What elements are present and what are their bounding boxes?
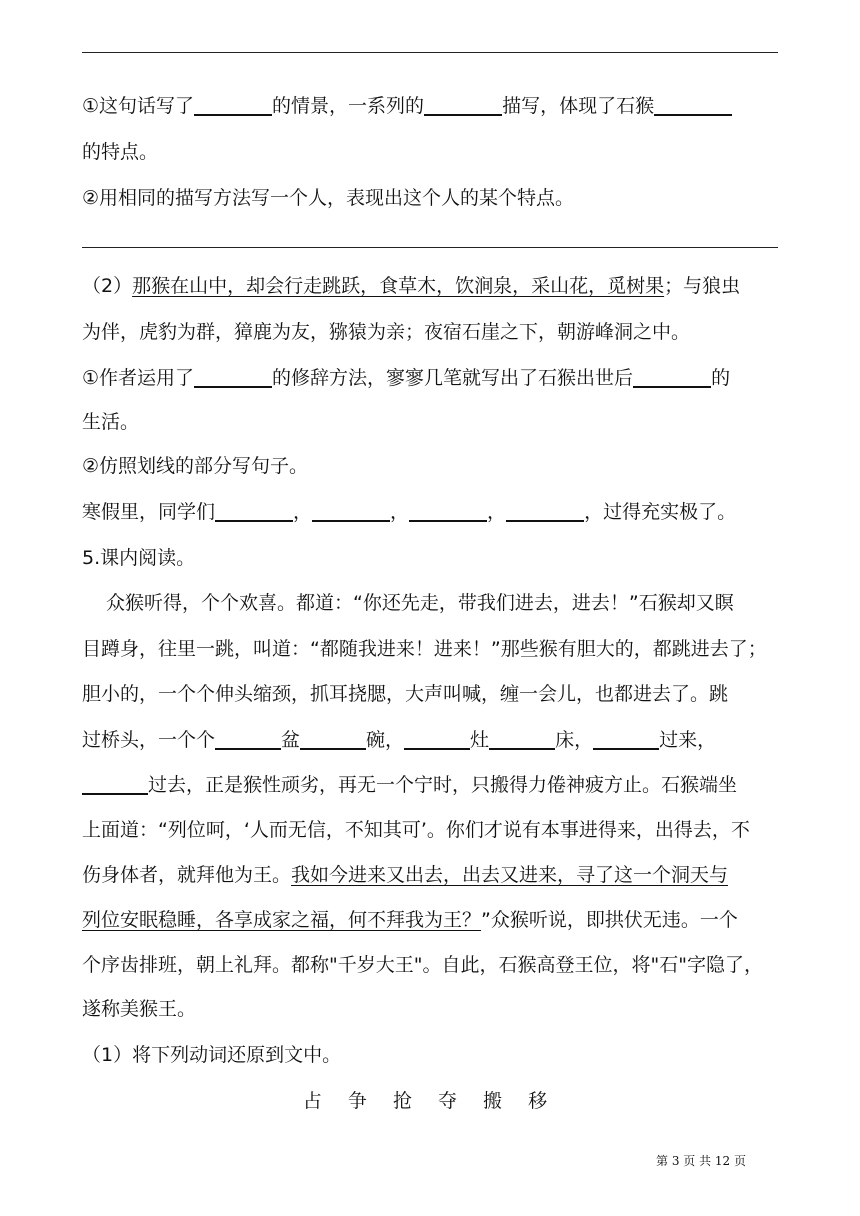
q1-line-3: ②用相同的描写方法写一个人，表现出这个人的某个特点。 [82, 187, 575, 209]
text: 过桥头，一个个 [82, 729, 216, 751]
fill-blank[interactable] [215, 500, 293, 522]
q2-line-5: ②仿照划线的部分写句子。 [82, 455, 309, 477]
text: 伤身体者，就拜他为王。 [82, 864, 292, 886]
q2-line-1 [82, 274, 740, 298]
fill-blank[interactable] [424, 94, 502, 116]
text: ①这句话写了 [82, 95, 195, 117]
fill-blank[interactable] [404, 728, 470, 750]
question-number: （2） [82, 275, 133, 297]
fill-blank[interactable] [506, 500, 584, 522]
text: 灶 [470, 729, 490, 751]
text: 的 [711, 367, 731, 389]
fill-blank[interactable] [409, 500, 487, 522]
text: 描写，体现了石猴 [502, 95, 655, 117]
text: 的修辞方法，寥寥几笔就写出了石猴出世后 [272, 367, 634, 389]
text: ，过得充实极了。 [584, 501, 737, 523]
underlined-sentence: 我如今进来又出去，出去又进来，寻了这一个洞天与 [291, 864, 729, 886]
text: 碗， [366, 729, 405, 751]
fill-blank[interactable] [489, 728, 555, 750]
text: 过来， [659, 729, 717, 751]
q5-sub-question-1: （1）将下列动词还原到文中。 [82, 1044, 342, 1066]
text: ， [487, 501, 507, 523]
q2-fill-line [82, 500, 736, 524]
text: ， [390, 501, 410, 523]
fill-blank[interactable] [82, 773, 148, 795]
q2-line-4: 生活。 [82, 411, 140, 433]
text: 的情景，一系列的 [272, 95, 425, 117]
verb-list: 占 争 抢 夺 搬 移 [302, 1090, 558, 1112]
passage-line-3: 胆小的，一个个伸头缩颈，抓耳挠腮，大声叫喊，缠一会儿，也都进去了。跳 [82, 683, 729, 705]
text: ， [293, 501, 313, 523]
passage-line-5 [82, 773, 737, 797]
text: 床， [555, 729, 594, 751]
text: ①作者运用了 [82, 367, 195, 389]
fill-blank[interactable] [312, 500, 390, 522]
q1-line-2: 的特点。 [82, 141, 159, 163]
passage-line-2: 目蹲身，往里一跳，叫道：“都随我进来！进来！”那些猴有胆大的，都跳进去了； [82, 638, 767, 660]
q5-title: 5.课内阅读。 [82, 547, 196, 569]
answer-line[interactable] [82, 247, 778, 248]
passage-line-6: 上面道：“列位呵，‘人而无信，不知其可’。你们才说有本事进得来，出得去，不 [82, 819, 750, 841]
fill-blank[interactable] [194, 94, 272, 116]
text: 过去，正是猴性顽劣，再无一个宁时，只搬得力倦神疲方止。石猴端坐 [148, 774, 738, 796]
passage-line-4 [82, 728, 716, 752]
fill-blank[interactable] [300, 728, 366, 750]
fill-blank[interactable] [215, 728, 281, 750]
underlined-sentence: 列位安眠稳睡，各享成家之福，何不拜我为王？ [82, 909, 482, 931]
text: 盆 [281, 729, 301, 751]
text: ”众猴听说，即拱伏无违。一个 [481, 909, 738, 931]
fill-blank[interactable] [633, 366, 711, 388]
text: 寒假里，同学们 [82, 501, 216, 523]
passage-line-1: 众猴听得，个个欢喜。都道：“你还先走，带我们进去，进去！”石猴却又瞑 [106, 592, 734, 614]
q2-line-2: 为伴，虎豹为群，獐鹿为友，猕猿为亲；夜宿石崖之下，朝游峰洞之中。 [82, 321, 691, 343]
passage-line-7 [82, 863, 728, 887]
top-rule [82, 52, 778, 53]
passage-line-10: 遂称美猴王。 [82, 998, 197, 1020]
q1-line-1 [82, 94, 732, 118]
passage-line-9: 个序齿排班，朝上礼拜。都称"千岁大王"。自此，石猴高登王位，将"石"字隐了， [82, 954, 763, 976]
passage-line-8 [82, 908, 738, 932]
underlined-sentence: 那猴在山中，却会行走跳跃，食草木，饮涧泉，采山花，觅树果 [132, 275, 665, 297]
text: ；与狼虫 [664, 275, 741, 297]
fill-blank[interactable] [654, 94, 732, 116]
fill-blank[interactable] [593, 728, 659, 750]
page-footer: 第 3 页 共 12 页 [656, 1154, 746, 1168]
q2-line-3 [82, 366, 730, 390]
fill-blank[interactable] [194, 366, 272, 388]
